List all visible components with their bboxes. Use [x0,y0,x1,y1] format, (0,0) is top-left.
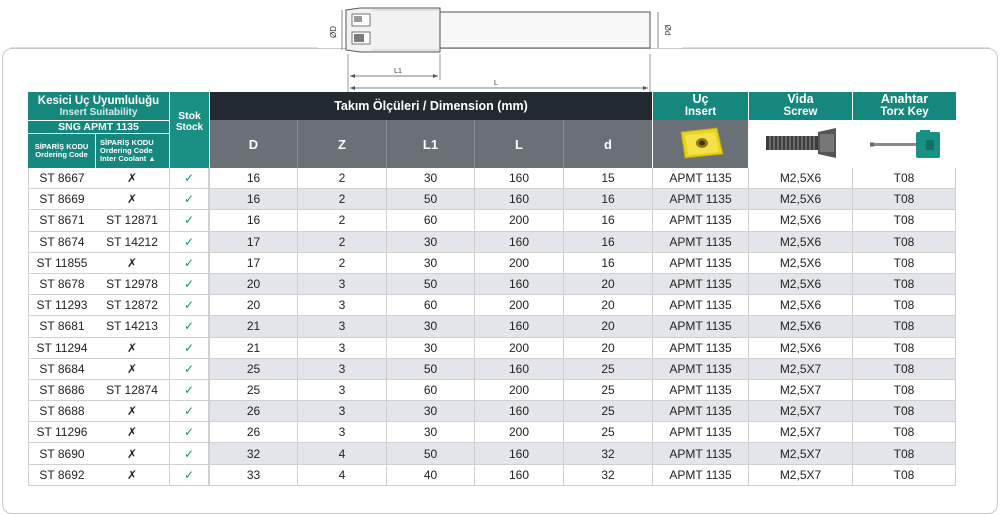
table-row [28,295,956,316]
tool-head-drawing [346,8,440,52]
dim-D-cell: 33 [209,465,297,486]
key-cell: T08 [852,443,956,464]
key-image [860,124,950,162]
dim-Z-cell: 2 [297,253,386,274]
ordering-code-coolant-header [95,133,169,168]
ordering-code-cool-en1: Ordering Code [100,146,153,155]
dim-L-cell: 160 [474,401,563,422]
stock-cell: ✓ [169,232,209,253]
ordering-code-cell: ST 8667 [28,168,95,189]
screw-cell: M2,5X6 [748,210,852,231]
label-D: ØD [329,26,338,38]
dim-Z-cell: 3 [297,316,386,337]
dim-L-cell: 160 [474,465,563,486]
insert-cell: APMT 1135 [652,295,748,316]
coolant-code-cell: ST 12874 [95,380,169,401]
coolant-code-cell: ✗ [95,443,169,464]
stock-tr: Stok [178,109,201,122]
insert-en: Insert [684,106,717,118]
screw-cell: M2,5X6 [748,338,852,359]
insert-suitability-header [28,92,169,120]
dim-d-cell: 25 [563,380,652,401]
col-L1-header: L1 [386,120,474,168]
ordering-code-cell: ST 8678 [28,274,95,295]
coolant-code-cell: ✗ [95,338,169,359]
dim-Z-cell: 2 [297,189,386,210]
dim-d-cell: 16 [563,189,652,210]
insert-image-cell [652,120,748,168]
insert-cell: APMT 1135 [652,380,748,401]
key-cell: T08 [852,168,956,189]
table-row [28,401,956,422]
dim-L1-cell: 50 [386,443,474,464]
dim-D-cell: 21 [209,316,297,337]
stock-cell: ✓ [169,295,209,316]
ordering-code-cell: ST 8686 [28,380,95,401]
dim-d-cell: 15 [563,168,652,189]
insert-cell: APMT 1135 [652,274,748,295]
dim-Z-cell: 3 [297,422,386,443]
stock-cell: ✓ [169,189,209,210]
dim-D-cell: 26 [209,422,297,443]
key-cell: T08 [852,401,956,422]
insert-image [671,124,731,162]
insert-cell: APMT 1135 [652,338,748,359]
insert-cell: APMT 1135 [652,401,748,422]
stock-cell: ✓ [169,274,209,295]
ordering-code-tr: SİPARİŞ KODU [34,142,89,151]
stock-cell: ✓ [169,465,209,486]
dim-L-cell: 160 [474,359,563,380]
dim-D-cell: 20 [209,274,297,295]
ordering-code-cell: ST 8684 [28,359,95,380]
col-Z-header: Z [297,120,386,168]
dim-L-cell: 200 [474,422,563,443]
stock-cell: ✓ [169,210,209,231]
screw-cell: M2,5X7 [748,401,852,422]
dim-L1-cell: 30 [386,232,474,253]
dimensions-tr: Takım Ölçüleri / [334,98,427,113]
coolant-code-cell: ✗ [95,168,169,189]
dim-d-cell: 20 [563,295,652,316]
screw-cell: M2,5X6 [748,295,852,316]
table-row [28,443,956,464]
dim-L-cell: 160 [474,168,563,189]
dim-d-cell: 16 [563,232,652,253]
dim-Z-cell: 4 [297,465,386,486]
ordering-code-cell: ST 11293 [28,295,95,316]
coolant-code-cell: ✗ [95,253,169,274]
dim-D-cell: 17 [209,232,297,253]
insert-cell: APMT 1135 [652,253,748,274]
coolant-code-cell: ✗ [95,359,169,380]
dim-D-cell: 16 [209,189,297,210]
table-row [28,380,956,401]
key-cell: T08 [852,422,956,443]
dim-d-cell: 16 [563,253,652,274]
dim-Z-cell: 3 [297,359,386,380]
dim-Z-cell: 4 [297,443,386,464]
dim-D-cell: 26 [209,401,297,422]
ordering-code-cell: ST 8690 [28,443,95,464]
dim-d-cell: 32 [563,443,652,464]
dim-L1-cell: 60 [386,380,474,401]
dim-L-cell: 160 [474,316,563,337]
label-d: Ød [663,24,672,36]
dim-Z-cell: 2 [297,232,386,253]
screw-tr: Vida [787,92,814,106]
dim-D-cell: 25 [209,359,297,380]
dim-L1-cell: 30 [386,316,474,337]
dim-D-cell: 17 [209,253,297,274]
ordering-code-cool-tr: SİPARİŞ KODU [100,138,154,147]
key-header [852,92,956,120]
dim-d-cell: 25 [563,422,652,443]
dim-Z-cell: 3 [297,338,386,359]
table-row [28,253,956,274]
label-L1: L1 [394,68,402,75]
screw-cell: M2,5X6 [748,168,852,189]
coolant-code-cell: ✗ [95,401,169,422]
spec-table [28,92,956,486]
key-cell: T08 [852,338,956,359]
ordering-code-cell: ST 8692 [28,465,95,486]
dim-L-cell: 160 [474,274,563,295]
tool-diagram [0,0,1000,100]
dim-d-cell: 25 [563,359,652,380]
dim-L-cell: 200 [474,210,563,231]
insert-cell: APMT 1135 [652,232,748,253]
insert-cell: APMT 1135 [652,168,748,189]
key-cell: T08 [852,232,956,253]
ordering-code-header [28,133,95,168]
dim-Z-cell: 2 [297,210,386,231]
key-cell: T08 [852,465,956,486]
stock-cell: ✓ [169,359,209,380]
table-row [28,232,956,253]
key-cell: T08 [852,210,956,231]
dim-L-cell: 200 [474,338,563,359]
dim-L1-cell: 60 [386,210,474,231]
insert-cell: APMT 1135 [652,359,748,380]
stock-cell: ✓ [169,422,209,443]
stock-cell: ✓ [169,443,209,464]
label-L: L [494,80,498,87]
dim-d-cell: 20 [563,274,652,295]
ordering-code-cell: ST 11294 [28,338,95,359]
key-cell: T08 [852,274,956,295]
tool-shank-drawing [440,12,650,48]
dim-L-cell: 160 [474,443,563,464]
coolant-code-cell: ✗ [95,189,169,210]
table-row [28,189,956,210]
key-cell: T08 [852,316,956,337]
ordering-code-en: Ordering Code [35,150,88,159]
coolant-code-cell: ST 14212 [95,232,169,253]
ordering-code-cool-en2: Inter Coolant ▲ [100,154,156,163]
table-row [28,316,956,337]
stock-cell: ✓ [169,401,209,422]
stock-cell: ✓ [169,168,209,189]
ordering-code-cell: ST 11855 [28,253,95,274]
insert-cell: APMT 1135 [652,189,748,210]
coolant-code-cell: ST 12872 [95,295,169,316]
dim-L1-cell: 30 [386,253,474,274]
dim-Z-cell: 3 [297,295,386,316]
dim-D-cell: 21 [209,338,297,359]
stock-en: Stock [175,121,204,133]
dim-Z-cell: 3 [297,274,386,295]
screw-image [756,124,846,162]
dim-L1-cell: 30 [386,422,474,443]
screw-header [748,92,852,120]
insert-cell: APMT 1135 [652,465,748,486]
dim-L1-cell: 30 [386,338,474,359]
table-body [28,168,956,486]
dim-d-cell: 20 [563,316,652,337]
dim-L1-cell: 30 [386,401,474,422]
ordering-code-cell: ST 8669 [28,189,95,210]
insert-cell: APMT 1135 [652,210,748,231]
dim-L-cell: 160 [474,189,563,210]
dim-L-cell: 200 [474,295,563,316]
screw-cell: M2,5X7 [748,422,852,443]
col-D-header: D [209,120,297,168]
table-row [28,168,956,189]
ordering-code-cell: ST 8671 [28,210,95,231]
screw-cell: M2,5X6 [748,274,852,295]
stock-cell: ✓ [169,380,209,401]
dim-L1-cell: 50 [386,274,474,295]
screw-cell: M2,5X6 [748,253,852,274]
dim-L1-cell: 50 [386,359,474,380]
col-L-header: L [474,120,563,168]
dim-d-cell: 25 [563,401,652,422]
insert-suitability-en: Insert Suitability [59,106,138,118]
dim-D-cell: 16 [209,168,297,189]
dim-D-cell: 32 [209,443,297,464]
coolant-code-cell: ST 14213 [95,316,169,337]
stock-header [169,92,209,168]
table-row [28,359,956,380]
coolant-code-cell: ✗ [95,465,169,486]
insert-code-header: SNG APMT 1135 [28,120,169,133]
table-row [28,338,956,359]
screw-image-cell [748,120,852,168]
dim-D-cell: 25 [209,380,297,401]
ordering-code-cell: ST 8688 [28,401,95,422]
key-cell: T08 [852,189,956,210]
dim-Z-cell: 2 [297,168,386,189]
coolant-code-cell: ✗ [95,422,169,443]
screw-cell: M2,5X7 [748,465,852,486]
col-d-header: d [563,120,652,168]
dim-Z-cell: 3 [297,401,386,422]
screw-cell: M2,5X6 [748,316,852,337]
ordering-code-cell: ST 8674 [28,232,95,253]
dim-L-cell: 200 [474,253,563,274]
dim-d-cell: 32 [563,465,652,486]
stock-cell: ✓ [169,316,209,337]
insert-cell: APMT 1135 [652,443,748,464]
dimensions-en: Dimension (mm) [426,98,528,113]
ordering-code-cell: ST 8681 [28,316,95,337]
dim-d-cell: 20 [563,338,652,359]
screw-cell: M2,5X7 [748,380,852,401]
key-cell: T08 [852,295,956,316]
dimensions-header [209,92,652,120]
stock-cell: ✓ [169,338,209,359]
dim-D-cell: 16 [209,210,297,231]
key-en: Torx Key [880,106,929,118]
screw-cell: M2,5X7 [748,443,852,464]
stock-cell: ✓ [169,253,209,274]
ordering-code-cell: ST 11296 [28,422,95,443]
dim-L-cell: 200 [474,380,563,401]
screw-cell: M2,5X7 [748,359,852,380]
table-row [28,274,956,295]
screw-cell: M2,5X6 [748,189,852,210]
insert-header [652,92,748,120]
key-cell: T08 [852,253,956,274]
key-cell: T08 [852,380,956,401]
table-row [28,210,956,231]
coolant-code-cell: ST 12978 [95,274,169,295]
insert-suitability-tr: Kesici Uç Uyumluluğu [37,94,160,107]
coolant-code-cell: ST 12871 [95,210,169,231]
insert-cell: APMT 1135 [652,422,748,443]
dim-L1-cell: 60 [386,295,474,316]
insert-tr: Uç [692,92,709,106]
table-row [28,422,956,443]
key-image-cell [852,120,956,168]
screw-en: Screw [783,106,818,118]
dim-d-cell: 16 [563,210,652,231]
table-row [28,465,956,486]
dim-L1-cell: 30 [386,168,474,189]
screw-cell: M2,5X6 [748,232,852,253]
dim-L-cell: 160 [474,232,563,253]
key-cell: T08 [852,359,956,380]
dim-L1-cell: 40 [386,465,474,486]
key-tr: Anahtar [880,92,929,106]
dim-L1-cell: 50 [386,189,474,210]
dim-D-cell: 20 [209,295,297,316]
dim-Z-cell: 3 [297,380,386,401]
insert-cell: APMT 1135 [652,316,748,337]
